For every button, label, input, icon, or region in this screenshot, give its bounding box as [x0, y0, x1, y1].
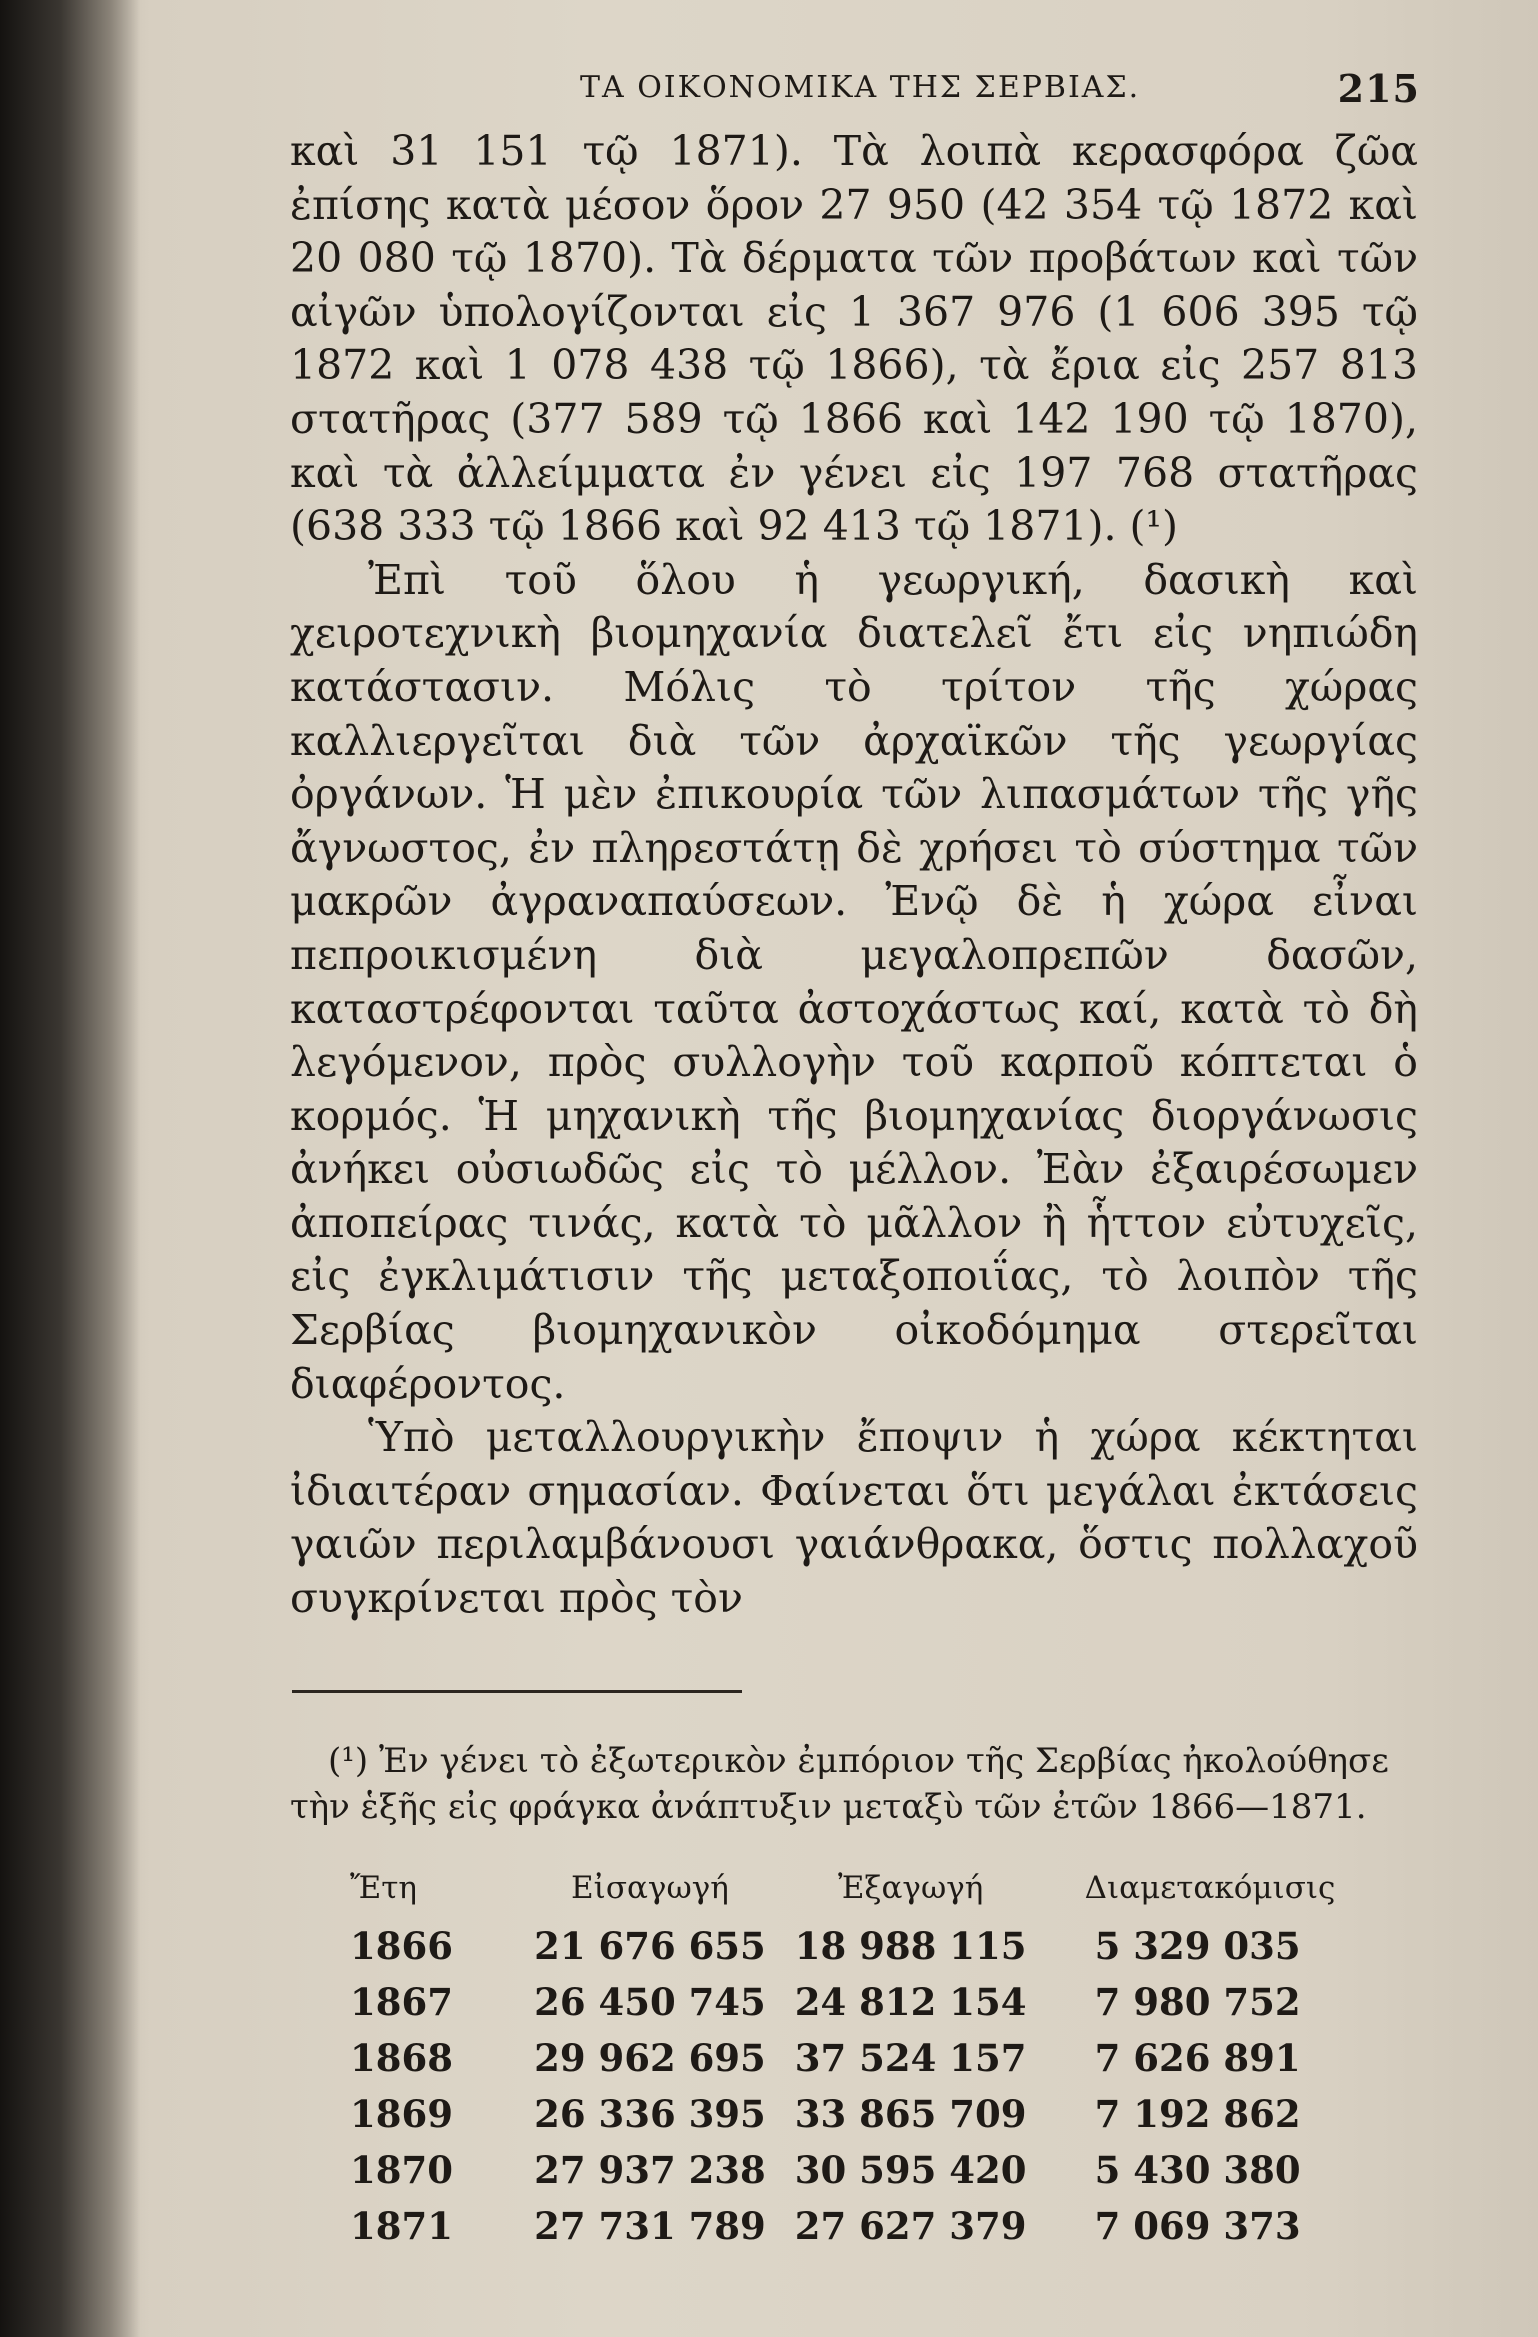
table-row: [350, 2030, 1390, 2086]
table-cell: 1866: [350, 1924, 453, 1968]
table-cell: 1869: [350, 2092, 453, 2136]
column-header: Εἰσαγωγή: [571, 1870, 729, 1906]
footnote-text: (¹) Ἐν γένει τὸ ἐξωτερικὸν ἐμπόριον τῆς Σερβίας ἠκολούθησε τὴν ἑξῆς εἰς φράγκα ἀνάπτυξιν μεταξὺ τῶν ἐτῶν 1866—1871.: [290, 1741, 1389, 1827]
table-cell: 26 450 745: [534, 1980, 766, 2024]
table-row: [350, 1918, 1390, 1974]
main-text: [290, 125, 1418, 1626]
table-cell: 1870: [350, 2148, 453, 2192]
table-cell: 27 627 379: [794, 2204, 1027, 2248]
table-cell: 1868: [350, 2036, 453, 2080]
table-header-row: [350, 1870, 1390, 1918]
column-header: Διαμετακόμισις: [1084, 1870, 1336, 1906]
paragraph: καὶ 31 151 τῷ 1871). Τὰ λοιπὰ κερασφόρα ζῶα ἐπίσης κατὰ μέσον ὅρον 27 950 (42 354 τῷ 1872 καὶ 20 080 τῷ 1870). Τὰ δέρματα τῶν προβάτων καὶ τῶν αἰγῶν ὑπολογίζονται εἰς 1 367 976 (1 606 395 τῷ 1872 καὶ 1 078 438 τῷ 1866), τὰ ἔρια εἰς 257 813 στατῆρας (377 589 τῷ 1866 καὶ 142 190 τῷ 1870), καὶ τὰ ἀλλείμματα ἐν γένει εἰς 197 768 στατῆρας (638 333 τῷ 1866 καὶ 92 413 τῷ 1871). (¹): [290, 127, 1418, 551]
table-row: [350, 2142, 1390, 2198]
table-cell: 5 329 035: [1094, 1924, 1301, 1968]
paragraph: Ἐπὶ τοῦ ὅλου ἡ γεωργική, δασικὴ καὶ χειροτεχνικὴ βιομηχανία διατελεῖ ἔτι εἰς νηπιώδη κατάστασιν. Μόλις τὸ τρίτον τῆς χώρας καλλιεργεῖται διὰ τῶν ἀρχαϊκῶν τῆς γεωργίας ὀργάνων. Ἡ μὲν ἐπικουρία τῶν λιπασμάτων τῆς γῆς ἄγνωστος, ἐν πληρεστάτῃ δὲ χρήσει τὸ σύστημα τῶν μακρῶν ἀγραναπαύσεων. Ἐνῷ δὲ ἡ χώρα εἶναι πεπροικισμένη διὰ μεγαλοπρεπῶν δασῶν, καταστρέφονται ταῦτα ἀστοχάστως καί, κατὰ τὸ δὴ λεγόμενον, πρὸς συλλογὴν τοῦ καρποῦ κόπτεται ὁ κορμός. Ἡ μηχανικὴ τῆς βιομηχανίας διοργάνωσις ἀνήκει οὐσιωδῶς εἰς τὸ μέλλον. Ἐὰν ἐξαιρέσωμεν ἀποπείρας τινάς, κατὰ τὸ μᾶλλον ἢ ἧττον εὐτυχεῖς, εἰς ἐγκλιμάτισιν τῆς μεταξοποιΐας, τὸ λοιπὸν τῆς Σερβίας βιομηχανικὸν οἰκοδόμημα στερεῖται διαφέροντος.: [290, 555, 1418, 1408]
table-cell: 24 812 154: [794, 1980, 1027, 2024]
table-row: [350, 2086, 1390, 2142]
table-cell: 27 937 238: [534, 2148, 766, 2192]
table-cell: 18 988 115: [794, 1924, 1027, 1968]
paragraph: Ὑπὸ μεταλλουργικὴν ἔποψιν ἡ χώρα κέκτηται ἰδιαιτέραν σημασίαν. Φαίνεται ὅτι μεγάλαι ἐκτάσεις γαιῶν περιλαμβάνουσι γαιάνθρακα, ὅστις πολλαχοῦ συγκρίνεται πρὸς τὸν: [290, 1413, 1418, 1623]
table-cell: 5 430 380: [1094, 2148, 1301, 2192]
table-cell: 30 595 420: [794, 2148, 1027, 2192]
table-cell: 21 676 655: [534, 1924, 766, 1968]
table-row: [350, 1974, 1390, 2030]
column-header: Ἐξαγωγή: [837, 1870, 984, 1906]
footnote-separator: [292, 1690, 742, 1693]
running-title: ΤΑ ΟΙΚΟΝΟΜΙΚΑ ΤΗΣ ΣΕΡΒΙΑΣ.: [580, 70, 1141, 105]
table-cell: 7 626 891: [1094, 2036, 1301, 2080]
table-cell: 29 962 695: [534, 2036, 766, 2080]
running-header: [290, 62, 1420, 122]
table-cell: 1867: [350, 1980, 453, 2024]
page-number: 215: [1337, 66, 1420, 111]
table-cell: 7 980 752: [1094, 1980, 1301, 2024]
table-row: [350, 2198, 1390, 2254]
table-cell: 7 069 373: [1094, 2204, 1301, 2248]
table-cell: 1871: [350, 2204, 453, 2248]
column-header: Ἔτη: [350, 1870, 417, 1906]
table-cell: 27 731 789: [534, 2204, 766, 2248]
book-binding-shadow: [0, 0, 140, 2337]
table-cell: 7 192 862: [1094, 2092, 1301, 2136]
trade-table: [350, 1870, 1390, 2254]
table-cell: 33 865 709: [794, 2092, 1027, 2136]
footnote: [290, 1738, 1405, 1830]
table-cell: 26 336 395: [534, 2092, 766, 2136]
table-cell: 37 524 157: [794, 2036, 1027, 2080]
